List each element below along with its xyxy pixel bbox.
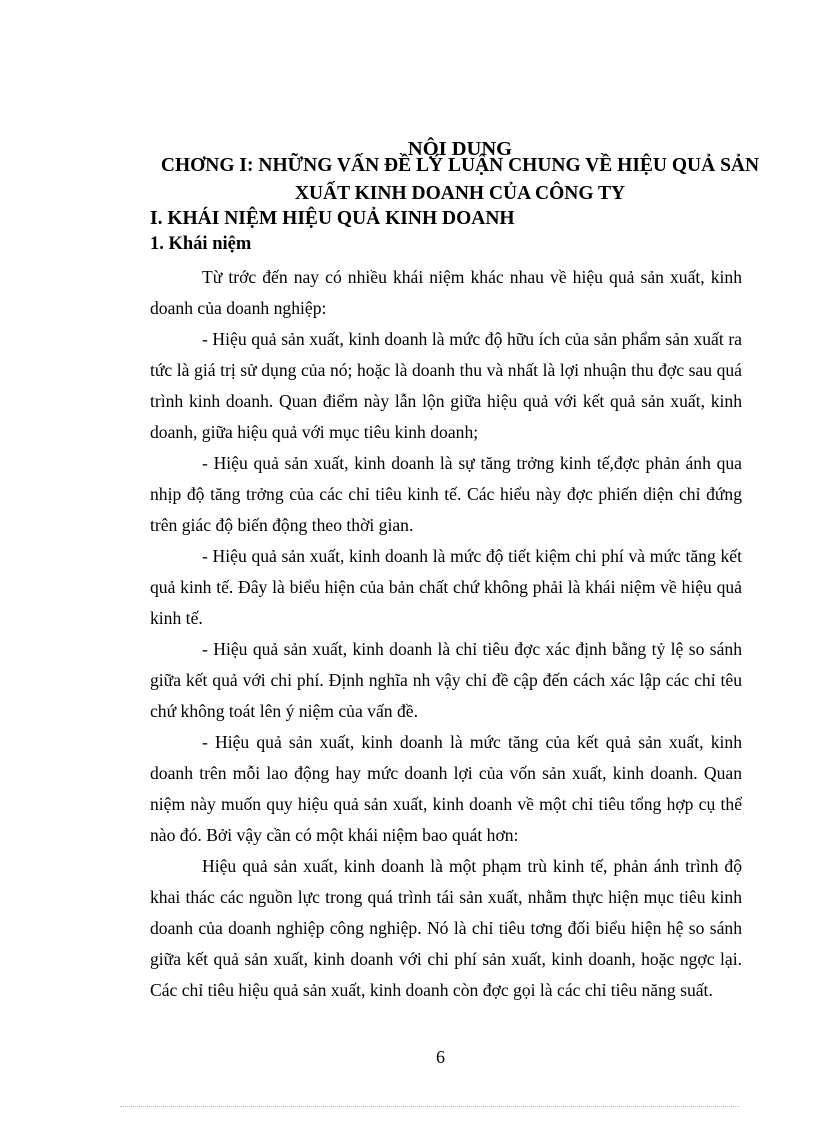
body-text — [150, 262, 742, 1006]
main-title: NỘI DUNG — [407, 138, 513, 160]
paragraph-definition-4: - Hiệu quả sản xuất, kinh doanh là chỉ tiêu đợc xác định bằng tỷ lệ so sánh giữa kết quả với chi phí. Định nghĩa nh vậy chỉ đề cập đến cách xác lập các chỉ têu chứ không toát lên ý niệm của vấn đề. — [150, 639, 742, 721]
paragraph-intro: Từ trớc đến nay có nhiều khái niệm khác nhau về hiệu quả sản xuất, kinh doanh của doanh nghiệp: — [150, 267, 742, 318]
page-number: 6 — [436, 1047, 445, 1067]
paragraph-definition-5: - Hiệu quả sản xuất, kinh doanh là mức tăng của kết quả sản xuất, kinh doanh trên mỗi lao động hay mức doanh lợi của vốn sản xuất, kinh doanh. Quan niệm này muốn quy hiệu quả sản xuất, kinh doanh về một chỉ tiêu tổng hợp cụ thể nào đó. Bởi vậy cần có một khái niệm bao quát hơn: — [150, 732, 742, 845]
page-bottom-rule — [120, 1106, 740, 1107]
chapter-title-line-1: CHƠNG I: NHỮNG VẤN ĐỀ LÝ LUẬN CHUNG VỀ HIỆU QUẢ SẢN — [160, 155, 760, 176]
paragraph-definition-1: - Hiệu quả sản xuất, kinh doanh là mức độ hữu ích của sản phẩm sản xuất ra tức là giá trị sử dụng của nó; hoặc là doanh thu và nhất là lợi nhuận thu đợc sau quá trình kinh doanh. Quan điểm này lẫn lộn giữa hiệu quả với kết quả sản xuất, kinh doanh, giữa hiệu quả với mục tiêu kinh doanh; — [150, 329, 742, 442]
paragraph-definition-2: - Hiệu quả sản xuất, kinh doanh là sự tăng trởng kinh tế,đợc phản ánh qua nhịp độ tăng trởng của các chỉ tiêu kinh tế. Các hiểu này đợc phiến diện chỉ đứng trên giác độ biến động theo thời gian. — [150, 453, 742, 535]
section-heading: I. KHÁI NIỆM HIỆU QUẢ KINH DOANH — [150, 208, 515, 229]
chapter-title-line-2: XUẤT KINH DOANH CỦA CÔNG TY — [294, 183, 626, 204]
subsection-heading: 1. Khái niệm — [150, 234, 252, 254]
paragraph-conclusion: Hiệu quả sản xuất, kinh doanh là một phạm trù kinh tế, phản ánh trình độ khai thác các nguồn lực trong quá trình tái sản xuất, nhằm thực hiện mục tiêu kinh doanh của doanh nghiệp công nghiệp. Nó là chỉ tiêu tơng đối biểu hiện hệ so sánh giữa kết quả sản xuất, kinh doanh với chi phí sản xuất, kinh doanh, hoặc ngợc lại. Các chỉ tiêu hiệu quả sản xuất, kinh doanh còn đợc gọi là các chỉ tiêu năng suất. — [150, 856, 742, 1000]
paragraph-definition-3: - Hiệu quả sản xuất, kinh doanh là mức độ tiết kiệm chi phí và mức tăng kết quả kinh tế. Đây là biểu hiện của bản chất chứ không phải là khái niệm về hiệu quả kinh tế. — [150, 546, 742, 628]
